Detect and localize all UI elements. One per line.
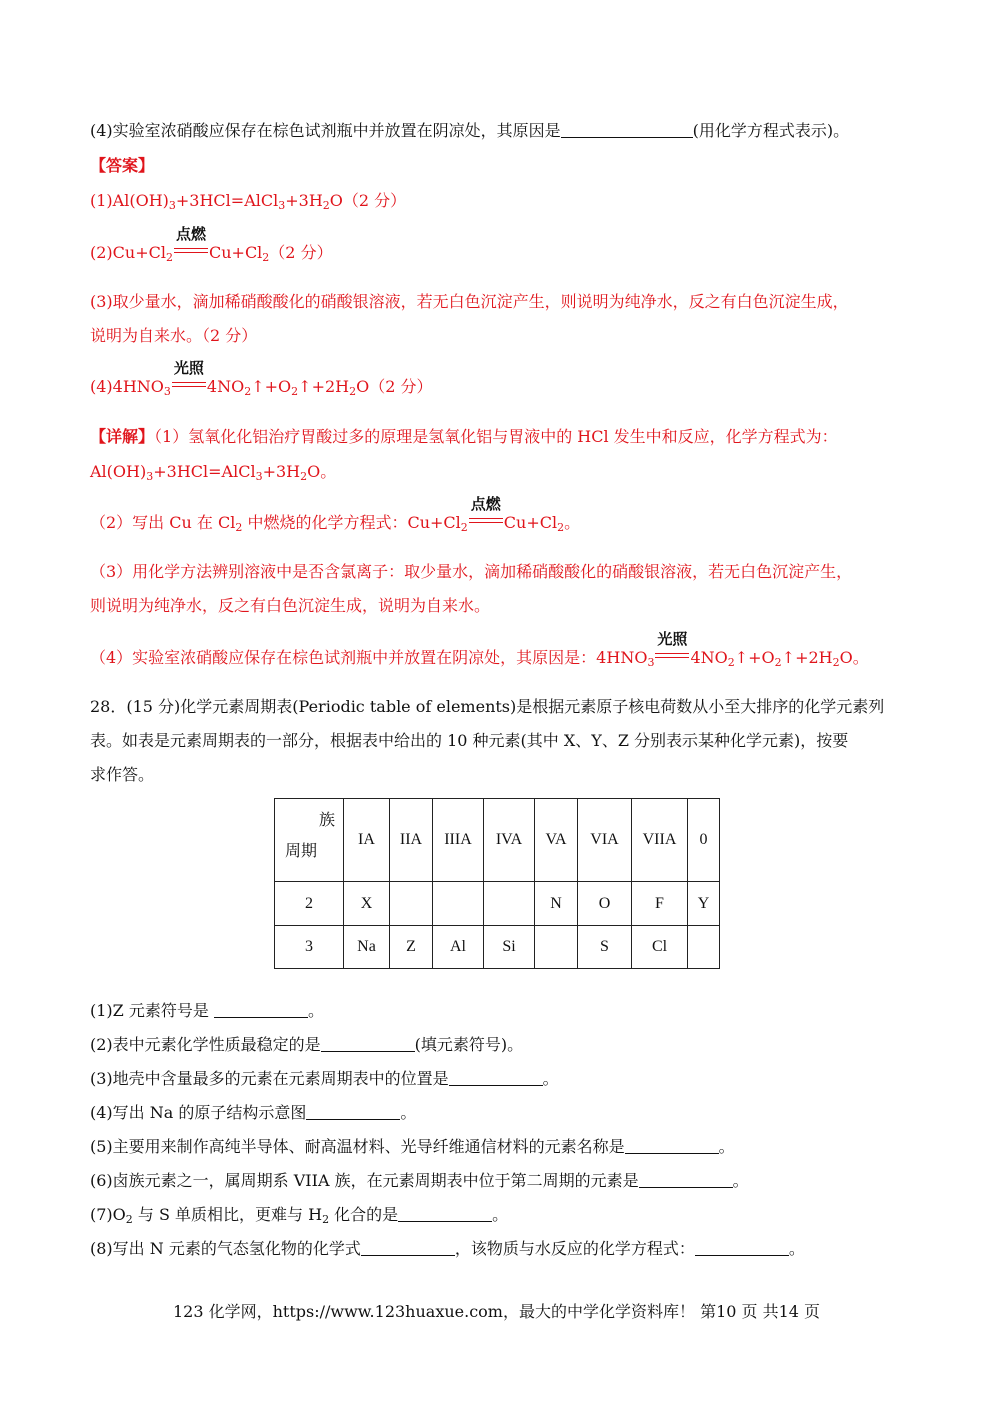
detail-4: （4）实验室浓硝酸应保存在棕色试剂瓶中并放置在阴凉处，其原因是：$4HNO_3$ 光照 $4NO_2↑+O_2↑+2H_2O$。 [90,630,869,669]
answer-blank[interactable] [306,1103,400,1120]
q28-question-6: (6)卤族元素之一，属周期系 VIIA 族，在元素周期表中位于第二周期的元素是 。 [90,1171,749,1190]
element-cell: S [578,926,632,969]
corner-cell: 族 周期 [275,799,344,882]
table-header-row [275,799,720,882]
answer-blank[interactable] [214,1001,308,1018]
q28-question-5: (5)主要用来制作高纯半导体、耐高温材料、光导纤维通信材料的元素名称是 。 [90,1137,735,1156]
element-cell: Y [688,882,720,926]
q28-intro-line3: 求作答。 [90,765,155,784]
reaction-condition-arrow: 点燃 [469,512,503,532]
detail-2: （2）写出 Cu 在 $Cl_2$ 中燃烧的化学方程式：$Cu+Cl_2$ 点燃 $Cu+Cl_2$。 [90,495,581,534]
answer-4: $(4)4HNO_3$ 光照 $4NO_2↑+O_2↑+2H_2O(2$ 分） [90,359,433,398]
q28-question-2: (2)表中元素化学性质最稳定的是 (填元素符号)。 [90,1035,524,1054]
group-header: VA [535,799,578,882]
answer-3-line2: 说明为自来水。（2 分） [90,326,258,345]
answer-blank[interactable] [625,1137,719,1154]
answer-blank[interactable] [449,1069,543,1086]
q28-intro-line1: 28．(15 分)化学元素周期表(Periodic table of elements)是根据元素原子核电荷数从小至大排序的化学元素列 [90,697,885,716]
answer-blank[interactable] [321,1035,415,1052]
element-cell [535,926,578,969]
group-header: VIIA [632,799,688,882]
reaction-condition-arrow: 光照 [172,376,206,396]
q28-question-8: (8)写出 N 元素的气态氢化物的化学式 ，该物质与水反应的化学方程式： 。 [90,1239,805,1258]
element-cell: Na [344,926,390,969]
element-cell: Cl [632,926,688,969]
q28-question-3: (3)地壳中含量最多的元素在元素周期表中的位置是 。 [90,1069,559,1088]
element-cell: X [344,882,390,926]
periodic-table [274,798,720,969]
group-header: IIA [390,799,433,882]
reaction-condition-arrow: 光照 [655,647,689,667]
element-cell: N [535,882,578,926]
group-header: IA [344,799,390,882]
element-cell: F [632,882,688,926]
q28-question-4: (4)写出 Na 的原子结构示意图 。 [90,1103,417,1122]
group-header: IIIA [433,799,484,882]
detail-3-line2: 则说明为纯净水，反之有白色沉淀生成，说明为自来水。 [90,596,491,615]
answer-blank[interactable] [361,1239,455,1256]
q27-part4: (4)实验室浓硝酸应保存在棕色试剂瓶中并放置在阴凉处，其原因是 (用化学方程式表示)。 [90,121,850,140]
reaction-condition-arrow: 点燃 [174,242,208,262]
period-cell: 3 [275,926,344,969]
table-row [275,926,720,969]
element-cell: Z [390,926,433,969]
detail-1-line1: 【详解】（1）氢氧化化铝治疗胃酸过多的原理是氢氧化铝与胃液中的 HCl 发生中和反应，化学方程式为： [90,427,838,446]
element-cell [390,882,433,926]
answer-3-line1: (3)取少量水，滴加稀硝酸酸化的硝酸银溶液，若无白色沉淀产生，则说明为纯净水，反之有白色沉淀生成， [90,292,849,311]
element-cell [433,882,484,926]
answer-2: $(2)Cu+Cl_2$ 点燃 $Cu+Cl_2(2$ 分） [90,225,333,264]
page-footer: 123 化学网，https://www.123huaxue.com，最大的中学化学资料库！ 第10 页 共14 页 [172,1302,821,1321]
q28-intro-line2: 表。如表是元素周期表的一部分，根据表中给出的 10 种元素(其中 X、Y、Z 分别表示某种化学元素)，按要 [90,731,849,750]
element-cell: Si [484,926,535,969]
group-header: 0 [688,799,720,882]
answer-blank[interactable] [639,1171,733,1188]
answer-heading: 【答案】 [90,156,155,175]
period-cell: 2 [275,882,344,926]
q28-question-1: (1)Z 元素符号是 。 [90,1001,324,1020]
q28-question-7: $(7)O_2$ 与 S 单质相比，更难与 $H_2$ 化合的是 。 [90,1205,509,1226]
group-header: VIA [578,799,632,882]
answer-blank[interactable] [398,1205,492,1222]
answer-blank[interactable] [695,1239,789,1256]
table-row [275,882,720,926]
element-cell: Al [433,926,484,969]
answer-1: $(1)Al(OH)_3+3HCl=AlCl_3+3H_2O(2$ 分） [90,191,407,212]
element-cell [688,926,720,969]
element-cell: O [578,882,632,926]
group-header: IVA [484,799,535,882]
element-cell [484,882,535,926]
detail-3-line1: （3）用化学方法辨别溶液中是否含氯离子：取少量水，滴加稀硝酸酸化的硝酸银溶液，若无白色沉淀产生， [90,562,853,581]
detail-1-line2: $Al(OH)_3+3HCl=AlCl_3+3H_2O$。 [90,462,337,483]
answer-blank[interactable] [561,121,693,138]
